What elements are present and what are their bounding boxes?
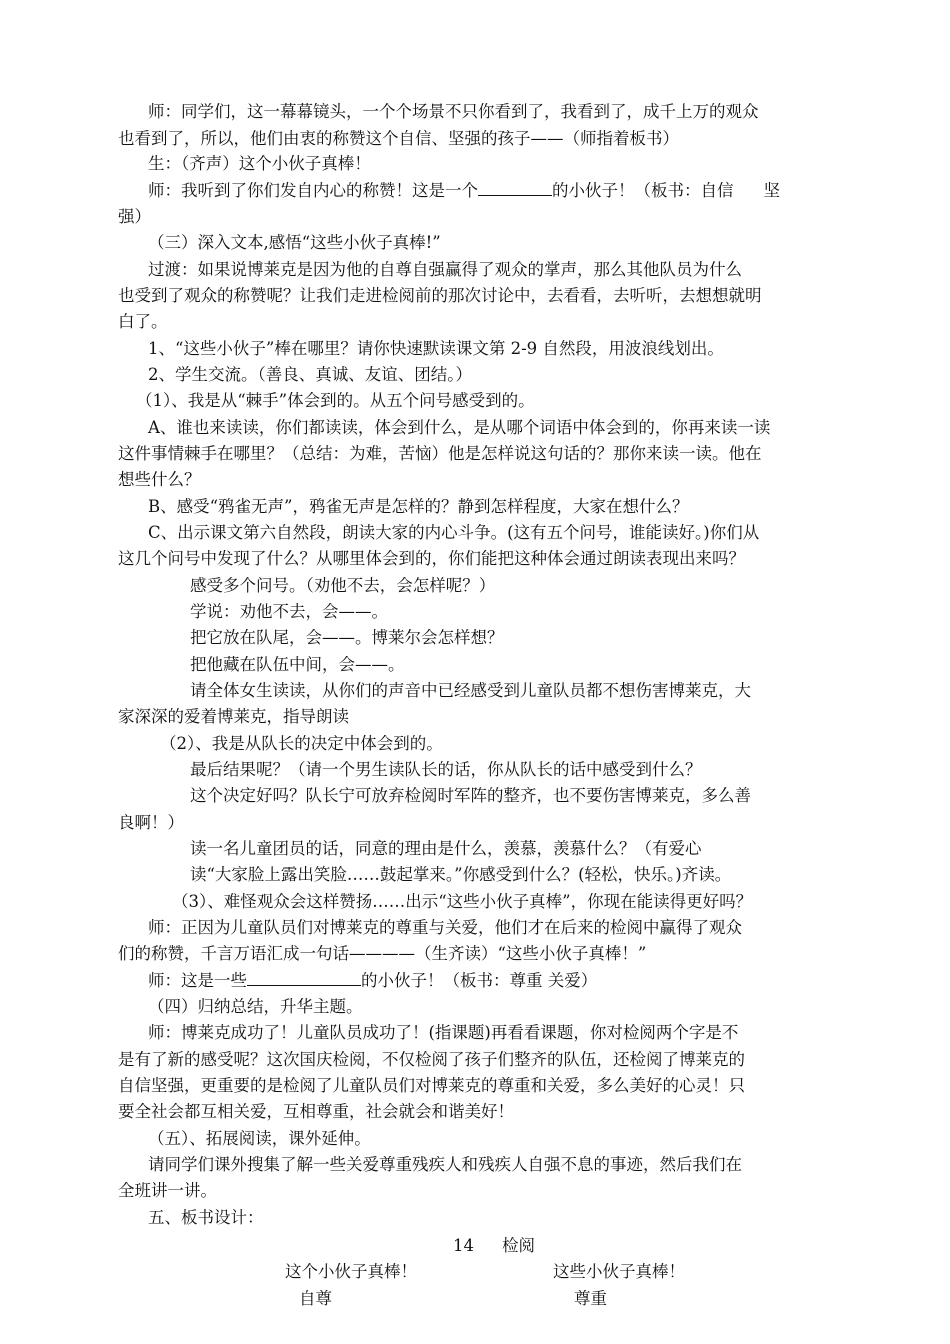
text-line: 们的称赞，千言万语汇成一句话————（生齐读）“这些小伙子真棒！”: [118, 944, 647, 963]
text-line: 全班讲一讲。: [118, 1181, 217, 1200]
text-line: 过渡：如果说博莱克是因为他的自尊自强赢得了观众的掌声，那么其他队员为什么: [148, 260, 742, 279]
text-line: 2、学生交流。（善良、真诚、友谊、团结。）: [148, 365, 472, 384]
section-heading: 五、板书设计：: [148, 1208, 264, 1227]
text-line: 生：（齐声）这个小伙子真棒！: [148, 154, 371, 173]
fill-in-text-before: 师：这是一些: [148, 971, 247, 990]
text-line: 请同学们课外搜集了解一些关爱尊重残疾人和残疾人自强不息的事迹，然后我们在: [148, 1155, 742, 1174]
text-line: （1）、我是从“棘手”体会到的。从五个问号感受到的。: [136, 391, 535, 410]
fill-in-line: [148, 970, 597, 992]
board-left-word: 自尊: [299, 1289, 332, 1308]
text-line: （3）、难怪观众会这样赞扬……出示“这些小伙子真棒”，你现在能读得更好吗？: [172, 892, 753, 911]
fill-in-blank: [247, 970, 361, 986]
board-left-heading: 这个小伙子真棒！: [285, 1262, 417, 1281]
text-line: 这个决定好吗？队长宁可放弃检阅时军阵的整齐，也不要伤害博莱克，多么善: [190, 786, 751, 805]
board-number: 14: [453, 1236, 474, 1255]
text-line: 是有了新的感受呢？这次国庆检阅，不仅检阅了孩子们整齐的队伍，还检阅了博莱克的: [118, 1050, 745, 1069]
text-line: 良啊！）: [118, 813, 184, 832]
text-line: 这几个问号中发现了什么？从哪里体会到的，你们能把这种体会通过朗读表现出来吗？: [118, 549, 745, 568]
board-title: 检阅: [502, 1236, 535, 1255]
fill-in-line: [148, 180, 780, 202]
fill-in-blank: [478, 180, 552, 196]
text-line: 也受到了观众的称赞呢？让我们走进检阅前的那次讨论中，去看看，去听听，去想想就明: [118, 286, 762, 305]
text-line: 师：博莱克成功了！儿童队员成功了！(指课题)再看看课题，你对检阅两个字是不: [148, 1023, 739, 1042]
text-line: 读一名儿童团员的话，同意的理由是什么，羡慕，羡慕什么？（有爱心: [190, 839, 702, 858]
text-line: 读“大家脸上露出笑脸……鼓起掌来。”你感受到什么？(轻松，快乐。)齐读。: [190, 865, 732, 884]
text-line: 把他藏在队伍中间，会——。: [190, 655, 405, 674]
fill-in-text-before: 师：我听到了你们发自内心的称赞！这是一个: [148, 181, 478, 200]
text-line: 师：同学们，这一幕幕镜头，一个个场景不只你看到了，我看到了，成千上万的观众: [148, 102, 759, 121]
section-heading: （四）归纳总结，升华主题。: [148, 997, 363, 1016]
text-line: 家深深的爱着博莱克，指导朗读: [118, 707, 349, 726]
text-line: A、谁也来读读，你们都读读，体会到什么，是从哪个词语中体会到的，你再来读一读: [148, 418, 771, 437]
text-line: B、感受“鸦雀无声”，鸦雀无声是怎样的？静到怎样程度，大家在想什么？: [148, 497, 689, 516]
text-line: 感受多个问号。（劝他不去，会怎样呢？）: [190, 576, 496, 595]
text-line: 请全体女生读读，从你们的声音中已经感受到儿童队员都不想伤害博莱克，大: [190, 681, 751, 700]
fill-in-text-after: 的小伙子！（板书：尊重 关爱）: [361, 971, 598, 990]
text-line: 师：正因为儿童队员们对博莱克的尊重与关爱，他们才在后来的检阅中赢得了观众: [148, 918, 742, 937]
text-line: 也看到了，所以，他们由衷的称赞这个自信、坚强的孩子——（师指着板书）: [118, 129, 679, 148]
section-heading: （三）深入文本,感悟“这些小伙子真棒!”: [148, 233, 441, 252]
text-line: 强）: [118, 207, 151, 226]
text-line: 1、“这些小伙子”棒在哪里？请你快速默读课文第 2-9 自然段，用波浪线划出。: [148, 339, 724, 358]
fill-in-text-after: 的小伙子！（板书：自信: [552, 181, 734, 200]
text-line: 最后结果呢？（请一个男生读队长的话，你从队长的话中感受到什么？: [190, 760, 702, 779]
text-line: 想些什么？: [118, 470, 201, 489]
text-line: 自信坚强，更重要的是检阅了儿童队员们对博莱克的尊重和关爱，多么美好的心灵！只: [118, 1076, 745, 1095]
text-line: 白了。: [118, 312, 168, 331]
text-line: 把它放在队尾，会——。博莱尔会怎样想？: [190, 628, 504, 647]
board-right-word: 尊重: [574, 1289, 607, 1308]
text-line: 学说：劝他不去，会——。: [190, 602, 388, 621]
text-line: 要全社会都互相关爱，互相尊重，社会就会和谐美好！: [118, 1102, 514, 1121]
text-line: C、出示课文第六自然段，朗读大家的内心斗争。(这有五个问号，谁能读好。)你们从: [148, 523, 760, 542]
text-line: （2）、我是从队长的决定中体会到的。: [160, 734, 443, 753]
board-right-heading: 这些小伙子真棒！: [553, 1262, 685, 1281]
section-heading: （五）、拓展阅读，课外延伸。: [148, 1129, 371, 1148]
fill-in-text-end: 坚: [763, 181, 780, 200]
text-line: 这件事情棘手在哪里？（总结：为难，苦恼）他是怎样说这句话的？那你来读一读。他在: [118, 444, 762, 463]
